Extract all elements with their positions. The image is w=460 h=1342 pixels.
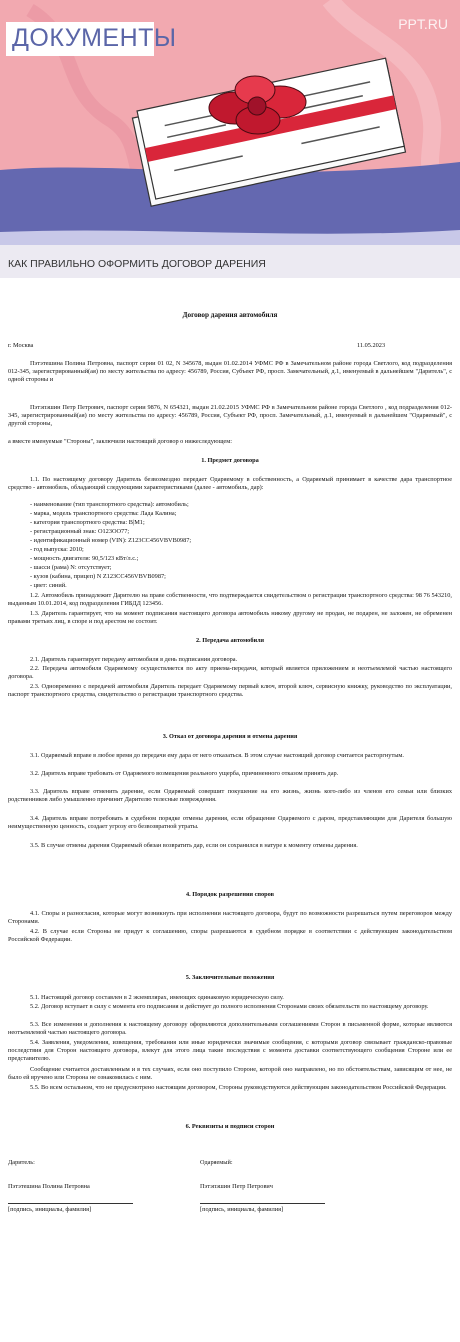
clause-5-2: 5.2. Договор вступает в силу с момента его подписания и действует до полного исполнения Сторонами своих обязательств по настоящему договору. (30, 1003, 429, 1010)
clause-5-3: 5.3. Все изменения и дополнения к настоящему договору оформляются дополнительными соглашениями Сторон в письменной форме, которые являются неотъемлемой частью настоящего договора. (8, 1021, 452, 1036)
list-item: - марка, модель транспортного средства: Лада Калина; (30, 510, 177, 517)
clause-5-1: 5.1. Настоящий договор составлен в 2 экземплярах, имеющих одинаковую юридическую силу. (30, 994, 284, 1001)
section-3-heading: 3. Отказ от договора дарения и отмена дарения (162, 733, 298, 740)
clause-2-2: 2.2. Передача автомобиля Одаряемому осуществляется по акту приема-передачи, который является приложением и неотъемлемой частью настоящего договора. (8, 665, 452, 680)
paragraph-donor: Пэтэтешина Полина Петровна, паспорт серии 01 02, N 345678, выдан 01.02.2014 УФМС РФ в Замечательном районе города Светлого, код подразделения 012-345, зарегистрированный(ая) по месту жительства по адресу: 456789, Россия, Субъект РФ, просп. Замечательный, д.1, именуемый в дальнейшем "Даритель", с одной стороны и (8, 360, 452, 383)
banner-subtitle: КАК ПРАВИЛЬНО ОФОРМИТЬ ДОГОВОР ДАРЕНИЯ (8, 258, 266, 270)
city: г. Москва (8, 342, 34, 349)
clause-4-2: 4.2. В случае если Стороны не придут к соглашению, споры разрешаются в судебном порядке в соответствии с действующим законодательством Российской Федерации. (8, 928, 452, 943)
header-banner (0, 0, 460, 278)
list-item: - шасси (рама) N: отсутствует; (30, 564, 112, 571)
clause-2-1: 2.1. Даритель гарантирует передачу автомобиля в день подписания договора. (30, 656, 238, 663)
clause-1-2: 1.2. Автомобиль принадлежит Дарителю на праве собственности, что подтверждается свидетельством о регистрации транспортного средства: 98 76 543210, выданным 10.01.2014, код подразделения ГИБДД 123456. (8, 592, 452, 607)
list-item: - кузов (кабина, прицеп) N Z123CC456VBVB0987; (30, 573, 166, 580)
paragraph-donee: Пэтэпэшин Петр Петрович, паспорт серии 9876, N 654321, выдан 21.02.2015 УФМС РФ в Замечательном районе города Светлого , код подразделения 012-345, зарегистрированный(ая) по месту жительства по адресу: 456789, Россия, Субъект РФ, просп. Замечательный, д.1, именуемый в дальнейшем "Одаряемый", с другой стороны, (8, 404, 452, 427)
clause-3-4: 3.4. Даритель вправе потребовать в судебном порядке отмены дарения, если обращение Одаряемого с даром, представляющим для Дарителя большую неимущественную ценность, создает угрозу его безвозвратной утраты. (8, 815, 452, 830)
signature-donee-label: Одаряемый: (200, 1159, 233, 1166)
clause-1-1: 1.1. По настоящему договору Даритель безвозмездно передает Одаряемому в собственность, а Одаряемый принимает в качестве дара транспортное средство - автомобиль, обладающий следующими характеристиками (далее - автомобиль, дар): (8, 476, 452, 491)
clause-2-3: 2.3. Одновременно с передачей автомобиля Даритель передает Одаряемому первый ключ, второй ключ, сервисную книжку, руководство по эксплуатации, паспорт транспортного средства, свидетельство о регистрации транспортного средства. (8, 683, 452, 698)
section-6-heading: 6. Реквизиты и подписи сторон (185, 1123, 275, 1130)
paragraph-together: а вместе именуемые "Стороны", заключили настоящий договор о нижеследующем: (8, 438, 232, 445)
clause-3-2: 3.2. Даритель вправе требовать от Одаряемого возмещения реального ущерба, причиненного отказом принять дар. (30, 770, 339, 777)
site-logo: PPT.RU (398, 16, 448, 32)
list-item: - наименование (тип транспортного средства): автомобиль; (30, 501, 189, 508)
signature-donee-line (200, 1203, 325, 1204)
signature-donee-hint: [подпись, инициалы, фамилия] (200, 1206, 284, 1213)
clause-4-1: 4.1. Споры и разногласия, которые могут возникнуть при исполнении настоящего договора, будут по возможности разрешаться путем переговоров между Сторонами. (8, 910, 452, 925)
contract-document (0, 300, 460, 1342)
clause-3-3: 3.3. Даритель вправе отменить дарение, если Одаряемый совершит покушение на его жизнь, жизнь кого-либо из членов его семьи или близких родственников либо умышленно причинит Дарителю телесные повреждения. (8, 788, 452, 803)
clause-1-3: 1.3. Даритель гарантирует, что на момент подписания настоящего договора автомобиль никому другому не продан, не подарен, не заложен, не обременен правами третьих лиц, в споре и под арестом не состоит. (8, 610, 452, 625)
vehicle-details-list (30, 501, 430, 591)
list-item: - год выпуска: 2010; (30, 546, 84, 553)
banner-title: ДОКУМЕНТЫ (12, 24, 177, 52)
clause-5-4: 5.4. Заявления, уведомления, извещения, требования или иные юридически значимые сообщения, с которыми договор связывает гражданско-правовые последствия для Сторон настоящего договора, влекут для этого лица такие последствия с момента доставки соответствующего сообщения Стороне или ее представителю. (8, 1039, 452, 1062)
signature-donee-name: Пэтэпэшин Петр Петрович (200, 1183, 273, 1190)
clause-3-5: 3.5. В случае отмены дарения Одаряемый обязан возвратить дар, если он сохранился в натуре к моменту отмены дарения. (30, 842, 358, 849)
section-4-heading: 4. Порядок разрешения споров (185, 891, 275, 898)
list-item: - мощность двигателя: 90,5/123 кВт/л.с.; (30, 555, 139, 562)
list-item: - идентификационный номер (VIN): Z123CC456VBVB0987; (30, 537, 192, 544)
section-1-heading: 1. Предмет договора (201, 457, 259, 464)
doc-title: Договор дарения автомобиля (182, 311, 278, 319)
list-item: - регистрационный знак: О123ОО77; (30, 528, 130, 535)
clause-5-5: 5.5. Во всем остальном, что не предусмотрено настоящим договором, Стороны руководствуются действующим законодательством Российской Федерации. (30, 1084, 447, 1091)
clause-3-1: 3.1. Одаряемый вправе в любое время до передачи ему дара от него отказаться. В этом случае настоящий договор считается расторгнутым. (30, 752, 404, 759)
section-5-heading: 5. Заключительные положения (185, 974, 275, 981)
section-2-heading: 2. Передача автомобиля (195, 637, 265, 644)
date: 11.05.2023 (357, 342, 386, 349)
signature-donor-label: Даритель: (8, 1159, 35, 1166)
signature-donor-line (8, 1203, 133, 1204)
list-item: - цвет: синий. (30, 582, 67, 589)
signature-donor-name: Пэтэтешина Полина Петровна (8, 1183, 90, 1190)
clause-5-4-note: Сообщение считается доставленным и в тех случаях, если оно поступило Стороне, которой оно направлено, но по обстоятельствам, зависящим от нее, не было ей вручено или Сторона не ознакомилась с ним. (8, 1066, 452, 1081)
list-item: - категория транспортного средства: B|M1; (30, 519, 145, 526)
signature-donor-hint: [подпись, инициалы, фамилия] (8, 1206, 92, 1213)
